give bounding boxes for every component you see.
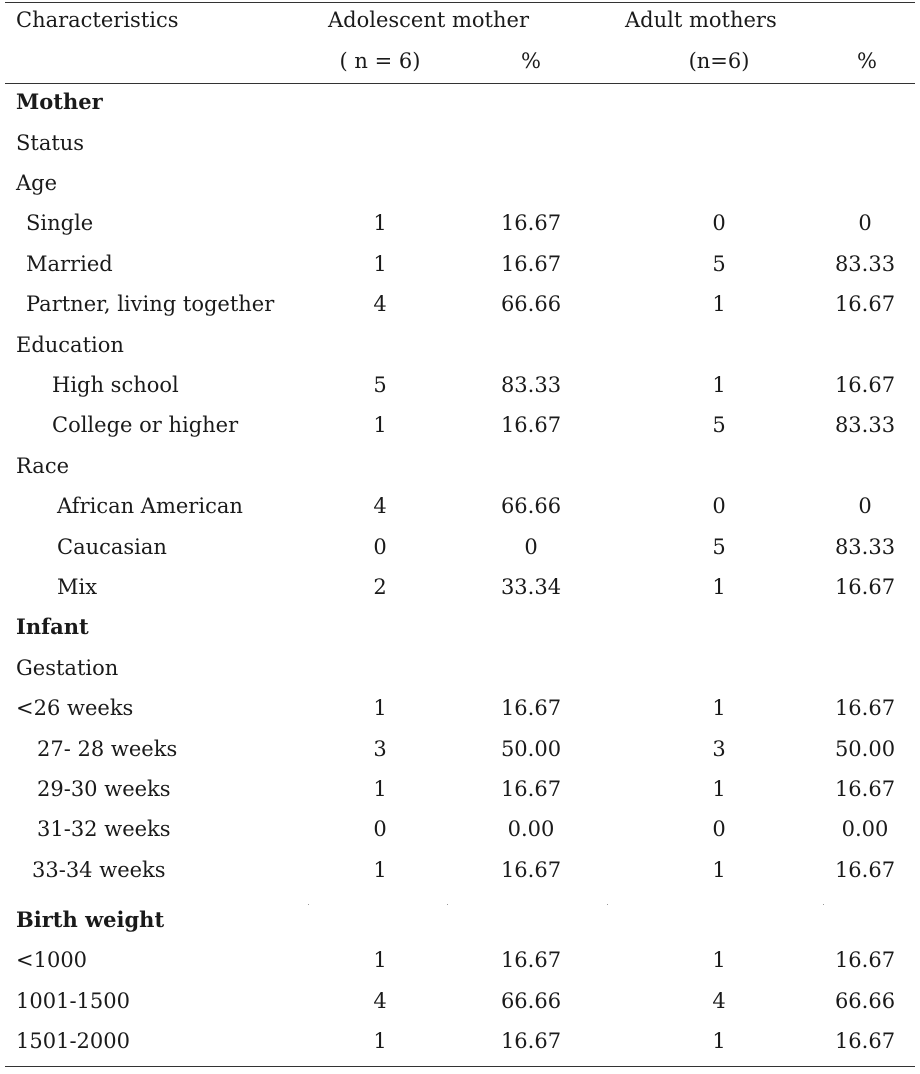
adolescent-percent-cell: 16.67 bbox=[500, 1029, 562, 1053]
adolescent-count-cell: 1 bbox=[373, 1029, 387, 1053]
adolescent-count-cell: 1 bbox=[373, 211, 387, 235]
adolescent-count-cell: 1 bbox=[373, 696, 387, 720]
row-label: <1000 bbox=[16, 948, 88, 972]
adult-percent-cell: 16.67 bbox=[834, 948, 896, 972]
row-label: 29-30 weeks bbox=[37, 777, 171, 801]
header-characteristics: Characteristics bbox=[16, 8, 179, 32]
adult-percent-cell: 83.33 bbox=[834, 413, 896, 437]
adolescent-count-cell: 4 bbox=[373, 494, 387, 518]
adolescent-count-cell: 5 bbox=[373, 373, 387, 397]
table-top-rule bbox=[5, 2, 915, 3]
adolescent-percent-cell: 0 bbox=[524, 535, 538, 559]
adult-percent-cell: 83.33 bbox=[834, 252, 896, 276]
adolescent-percent-cell: 66.66 bbox=[500, 494, 562, 518]
adult-count-cell: 0 bbox=[712, 211, 726, 235]
adolescent-count-cell: 4 bbox=[373, 292, 387, 316]
row-label: Status bbox=[16, 131, 85, 155]
column-tick-mark bbox=[308, 904, 309, 905]
adolescent-percent-cell: 16.67 bbox=[500, 858, 562, 882]
row-label: Age bbox=[16, 171, 58, 195]
adolescent-percent-cell: 16.67 bbox=[500, 413, 562, 437]
adolescent-percent-cell: 50.00 bbox=[500, 737, 562, 761]
column-tick-mark bbox=[607, 904, 608, 905]
adult-count-cell: 1 bbox=[712, 575, 726, 599]
section-heading: Birth weight bbox=[16, 907, 165, 932]
adult-count-cell: 3 bbox=[712, 737, 726, 761]
adult-count-cell: 5 bbox=[712, 413, 726, 437]
adolescent-count-cell: 2 bbox=[373, 575, 387, 599]
adolescent-percent-cell: 66.66 bbox=[500, 292, 562, 316]
adolescent-percent-cell: 0.00 bbox=[507, 817, 555, 841]
adult-count-cell: 1 bbox=[712, 1029, 726, 1053]
section-heading: Infant bbox=[16, 614, 89, 639]
adult-count-cell: 1 bbox=[712, 948, 726, 972]
adult-percent-cell: 83.33 bbox=[834, 535, 896, 559]
adolescent-count-cell: 4 bbox=[373, 989, 387, 1013]
row-label: High school bbox=[52, 373, 179, 397]
adult-count-cell: 5 bbox=[712, 252, 726, 276]
adult-percent-cell: 16.67 bbox=[834, 858, 896, 882]
column-tick-mark bbox=[823, 904, 824, 905]
row-label: <26 weeks bbox=[16, 696, 134, 720]
adult-count-cell: 1 bbox=[712, 373, 726, 397]
adult-count-cell: 1 bbox=[712, 858, 726, 882]
adult-percent-cell: 16.67 bbox=[834, 575, 896, 599]
adolescent-count-cell: 3 bbox=[373, 737, 387, 761]
adolescent-count-cell: 1 bbox=[373, 252, 387, 276]
adult-count-cell: 1 bbox=[712, 292, 726, 316]
adolescent-count-cell: 0 bbox=[373, 817, 387, 841]
adult-percent-cell: 50.00 bbox=[834, 737, 896, 761]
adult-percent-cell: 0.00 bbox=[841, 817, 889, 841]
adolescent-count-cell: 1 bbox=[373, 948, 387, 972]
header-adult-n: (n=6) bbox=[688, 49, 750, 73]
adolescent-percent-cell: 83.33 bbox=[500, 373, 562, 397]
adult-percent-cell: 16.67 bbox=[834, 777, 896, 801]
row-label: Education bbox=[16, 333, 124, 357]
adult-count-cell: 0 bbox=[712, 494, 726, 518]
adolescent-percent-cell: 33.34 bbox=[500, 575, 562, 599]
adult-count-cell: 1 bbox=[712, 777, 726, 801]
header-adolescent-n: ( n = 6) bbox=[339, 49, 421, 73]
adult-count-cell: 4 bbox=[712, 989, 726, 1013]
row-label: 27- 28 weeks bbox=[37, 737, 178, 761]
adolescent-percent-cell: 16.67 bbox=[500, 696, 562, 720]
adult-percent-cell: 16.67 bbox=[834, 292, 896, 316]
row-label: 31-32 weeks bbox=[37, 817, 171, 841]
table-bottom-rule bbox=[5, 1066, 915, 1067]
header-adolescent-percent: % bbox=[521, 49, 541, 73]
adult-percent-cell: 16.67 bbox=[834, 1029, 896, 1053]
header-adult-mothers: Adult mothers bbox=[625, 8, 777, 32]
adolescent-count-cell: 1 bbox=[373, 858, 387, 882]
row-label: 33-34 weeks bbox=[32, 858, 166, 882]
adult-percent-cell: 0 bbox=[858, 211, 872, 235]
adult-count-cell: 0 bbox=[712, 817, 726, 841]
section-heading: Mother bbox=[16, 89, 103, 114]
adult-percent-cell: 16.67 bbox=[834, 696, 896, 720]
row-label: African American bbox=[57, 494, 243, 518]
adult-count-cell: 5 bbox=[712, 535, 726, 559]
row-label: Single bbox=[26, 211, 94, 235]
adult-count-cell: 1 bbox=[712, 696, 726, 720]
adult-percent-cell: 0 bbox=[858, 494, 872, 518]
row-label: Partner, living together bbox=[26, 292, 275, 316]
row-label: Gestation bbox=[16, 656, 119, 680]
adult-percent-cell: 16.67 bbox=[834, 373, 896, 397]
adolescent-percent-cell: 16.67 bbox=[500, 211, 562, 235]
column-tick-mark bbox=[447, 904, 448, 905]
row-label: Caucasian bbox=[57, 535, 167, 559]
adolescent-count-cell: 1 bbox=[373, 413, 387, 437]
adolescent-percent-cell: 16.67 bbox=[500, 252, 562, 276]
row-label: College or higher bbox=[52, 413, 239, 437]
adolescent-count-cell: 0 bbox=[373, 535, 387, 559]
adolescent-percent-cell: 16.67 bbox=[500, 777, 562, 801]
table-header-rule bbox=[5, 83, 915, 84]
row-label: Married bbox=[26, 252, 113, 276]
adolescent-count-cell: 1 bbox=[373, 777, 387, 801]
row-label: Mix bbox=[57, 575, 98, 599]
row-label: 1501-2000 bbox=[16, 1029, 130, 1053]
adult-percent-cell: 66.66 bbox=[834, 989, 896, 1013]
header-adolescent-mother: Adolescent mother bbox=[328, 8, 529, 32]
row-label: 1001-1500 bbox=[16, 989, 130, 1013]
adolescent-percent-cell: 16.67 bbox=[500, 948, 562, 972]
adolescent-percent-cell: 66.66 bbox=[500, 989, 562, 1013]
header-adult-percent: % bbox=[857, 49, 877, 73]
row-label: Race bbox=[16, 454, 70, 478]
